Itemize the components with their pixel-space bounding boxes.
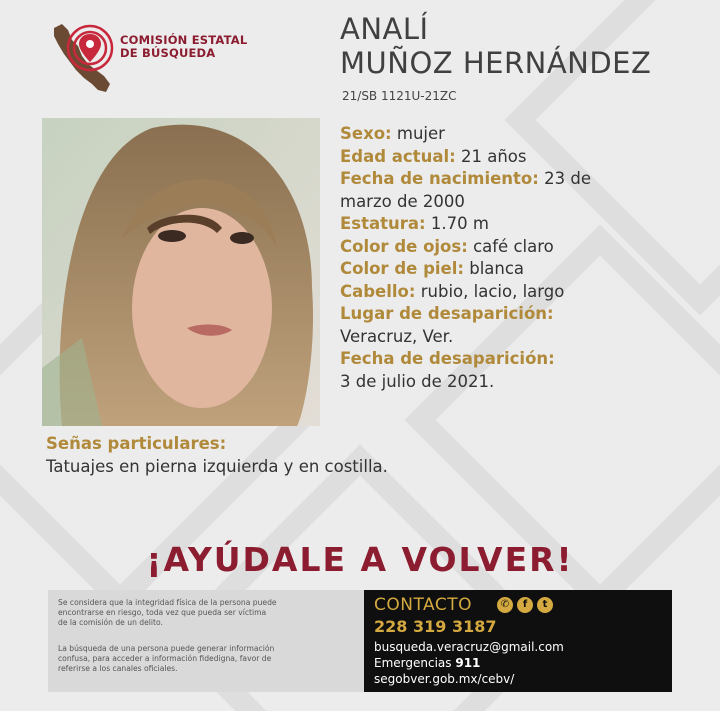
detail-label: Fecha de desaparición: <box>340 349 555 368</box>
disclaimer-line: de la comisión de un delito. <box>58 618 163 627</box>
contact-email[interactable]: busqueda.veracruz@gmail.com <box>374 640 564 654</box>
detail-label: Color de piel: <box>340 259 464 278</box>
emergency-label: Emergencias <box>374 656 452 670</box>
person-photo <box>42 118 320 426</box>
facebook-icon[interactable]: f <box>517 597 533 613</box>
disclaimer-line: Se considera que la integridad física de la persona puede <box>58 598 277 607</box>
twitter-icon[interactable]: t <box>537 597 553 613</box>
detail-height <box>340 213 670 236</box>
person-details <box>340 123 670 393</box>
contact-phone[interactable]: 228 319 3187 <box>374 617 497 636</box>
org-name <box>120 34 247 60</box>
detail-value: café claro <box>473 236 554 256</box>
detail-hair <box>340 281 670 304</box>
detail-birthdate <box>340 168 670 191</box>
detail-value: 21 años <box>460 146 527 166</box>
detail-date-value <box>340 371 670 394</box>
detail-sex <box>340 123 670 146</box>
contact-box <box>364 590 672 692</box>
disclaimer-box <box>48 590 364 692</box>
detail-label: Color de ojos: <box>340 236 468 256</box>
detail-birthdate-cont <box>340 191 670 214</box>
detail-label: Estatura: <box>340 214 426 233</box>
detail-value: Veracruz, Ver. <box>340 326 454 346</box>
call-to-action: ¡AYÚDALE A VOLVER! <box>146 540 574 579</box>
contact-title: CONTACTO <box>374 595 472 615</box>
detail-value: rubio, lacio, largo <box>420 281 565 301</box>
detail-skin-color <box>340 258 670 281</box>
detail-value: mujer <box>396 124 445 143</box>
detail-value: blanca <box>469 259 525 278</box>
detail-value: 1.70 m <box>430 214 489 233</box>
disclaimer-line: La búsqueda de una persona puede generar información <box>58 644 275 653</box>
case-folio: 21/SB 1121U-21ZC <box>342 89 457 103</box>
person-name <box>340 12 651 80</box>
detail-label: Cabello: <box>340 281 416 301</box>
detail-place-label <box>340 303 670 326</box>
org-name-line2: DE BÚSQUEDA <box>120 46 216 60</box>
disclaimer-line: encontrarse en riesgo, toda vez que pueda ser víctima <box>58 608 267 617</box>
org-name-line1: COMISIÓN ESTATAL <box>120 33 248 47</box>
person-last-name: MUÑOZ HERNÁNDEZ <box>340 46 652 80</box>
detail-date-label <box>340 348 670 371</box>
whatsapp-icon[interactable]: ✆ <box>497 597 513 613</box>
detail-label: Sexo: <box>340 124 392 143</box>
detail-value: 23 de <box>544 169 591 188</box>
detail-age <box>340 146 670 169</box>
detail-value: 3 de julio de 2021. <box>340 371 495 391</box>
detail-label: Edad actual: <box>340 146 456 166</box>
disclaimer-line: referirse a los canales oficiales. <box>58 664 178 673</box>
person-first-name: ANALÍ <box>340 12 429 46</box>
contact-emergency <box>374 656 480 670</box>
distinguishing-marks-label: Señas particulares: <box>46 434 227 453</box>
contact-website[interactable]: segobver.gob.mx/cebv/ <box>374 672 515 686</box>
detail-label: Lugar de desaparición: <box>340 304 554 323</box>
emergency-number: 911 <box>455 656 481 670</box>
detail-label: Fecha de nacimiento: <box>340 169 539 188</box>
detail-value: marzo de 2000 <box>340 191 465 211</box>
disclaimer-line: confusa, para acceder a información fidedigna, favor de <box>58 654 272 663</box>
detail-place-value <box>340 326 670 349</box>
veracruz-map-icon <box>48 20 123 98</box>
distinguishing-marks-value: Tatuajes en pierna izquierda y en costilla. <box>46 457 388 476</box>
detail-eye-color <box>340 236 670 259</box>
